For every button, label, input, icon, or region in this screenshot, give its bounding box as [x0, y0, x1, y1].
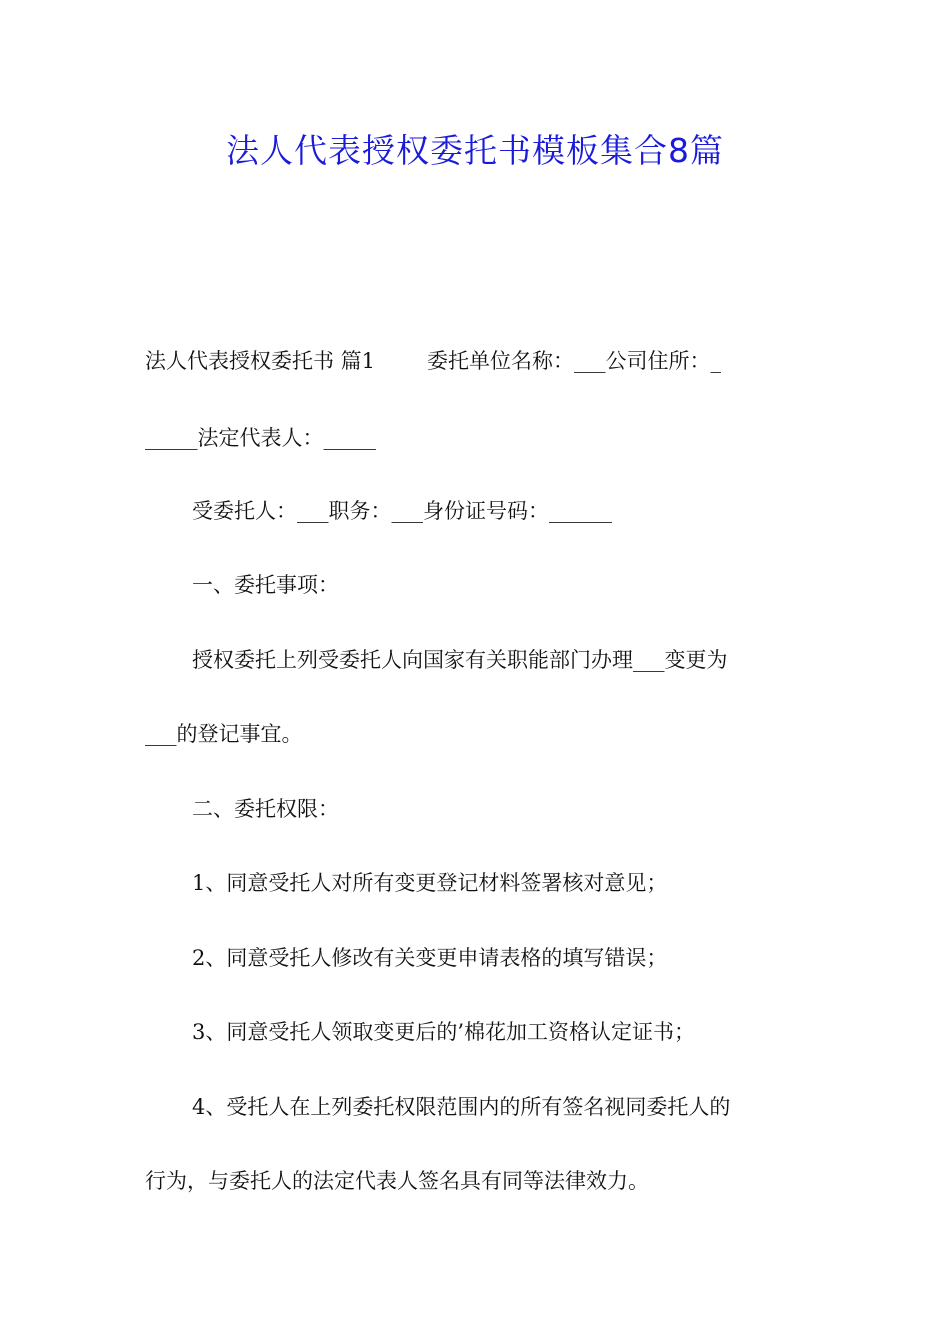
paragraph-1-line-1 [145, 346, 815, 376]
section-1-text-line-2: ___的登记事宜。 [145, 722, 303, 746]
list-item-4-line-2: 行为，与委托人的法定代表人签名具有同等法律效力。 [145, 1169, 649, 1193]
section-1-heading: 一、委托事项： [192, 573, 339, 597]
list-item-1: 1、同意受托人对所有变更登记材料签署核对意见； [192, 871, 668, 895]
section-heading-1: 法人代表授权委托书 篇1 [145, 349, 376, 373]
trustee-info-line: 受委托人：___职务：___身份证号码：______ [192, 499, 612, 523]
document-title: 法人代表授权委托书模板集合8篇 [226, 131, 724, 170]
entrusting-unit-fields: 委托单位名称：___公司住所：_ [427, 349, 722, 373]
section-2-heading: 二、委托权限： [192, 797, 339, 821]
list-item-4-line-1: 4、受托人在上列委托权限范围内的所有签名视同委托人的 [192, 1095, 731, 1119]
paragraph-1-line-2: _____法定代表人：_____ [145, 426, 376, 450]
section-1-text-line-1: 授权委托上列受委托人向国家有关职能部门办理___变更为 [192, 648, 728, 672]
list-item-3: 3、同意受托人领取变更后的’棉花加工资格认定证书； [192, 1020, 696, 1044]
list-item-2: 2、同意受托人修改有关变更申请表格的填写错误； [192, 946, 668, 970]
